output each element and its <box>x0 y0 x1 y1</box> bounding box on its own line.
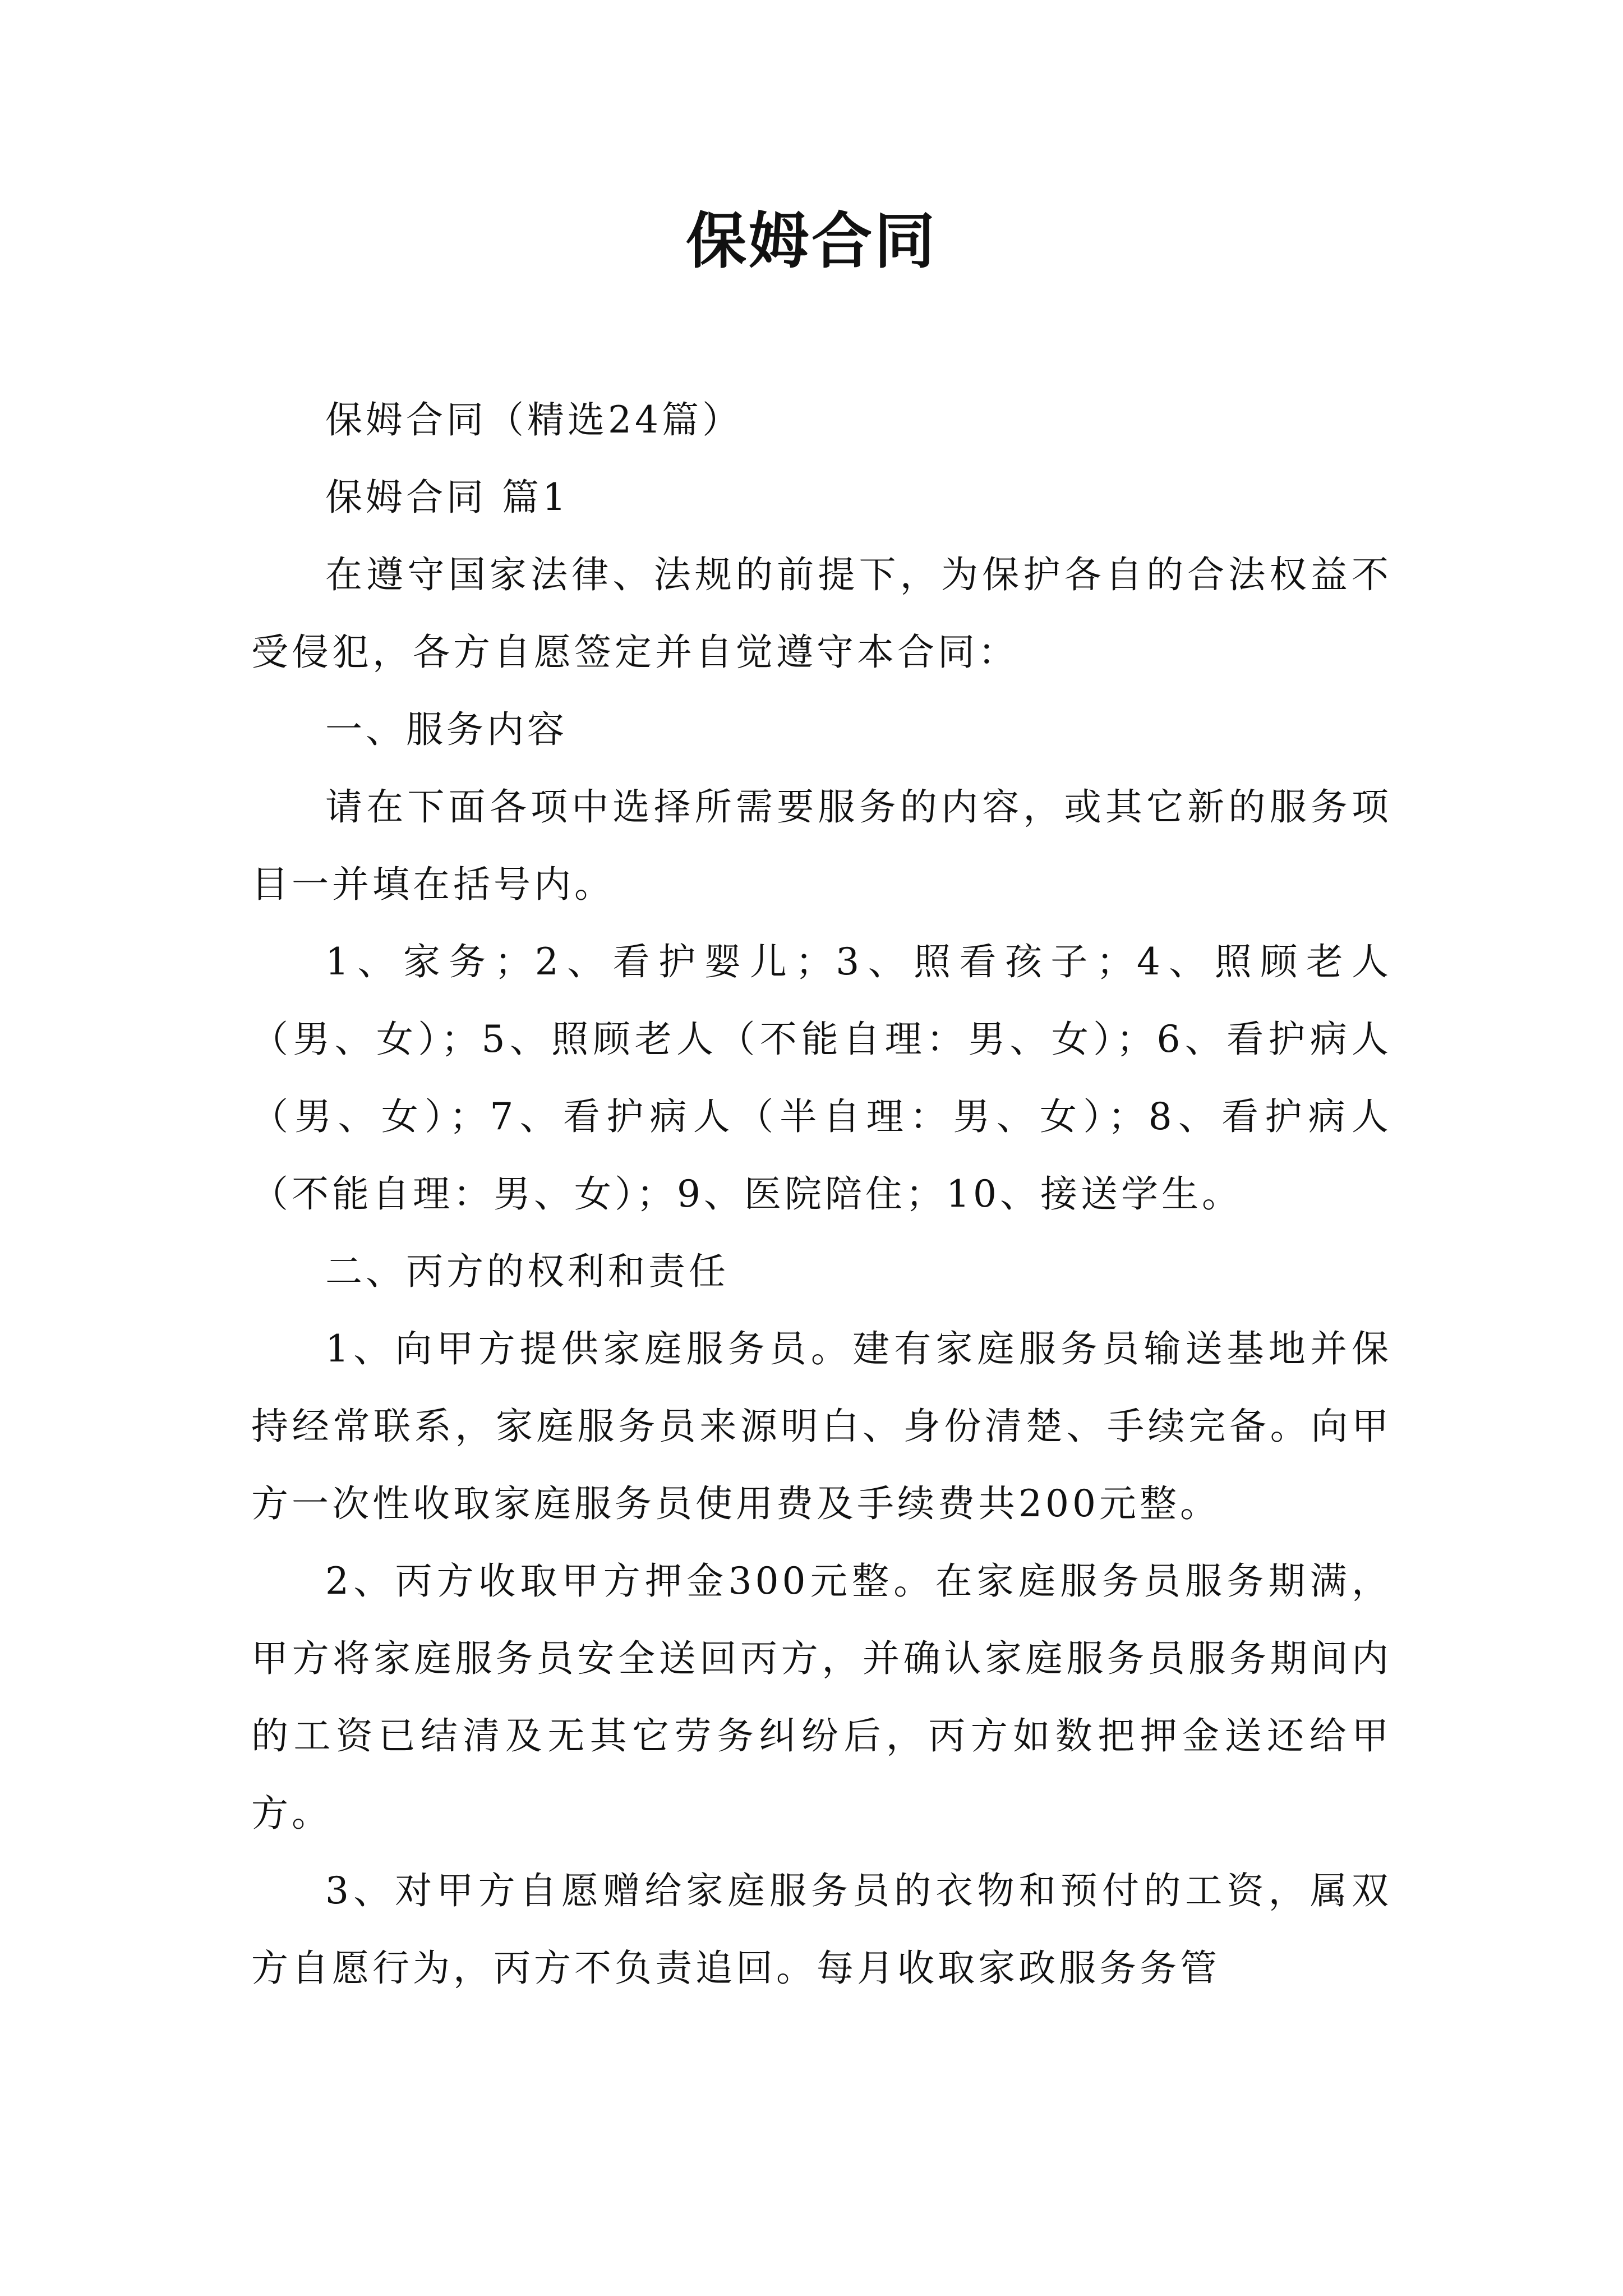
paragraph: 保姆合同 篇1 <box>325 476 569 519</box>
paragraph: 2、丙方收取甲方押金300元整。在家庭服务员服务期满，甲方将家庭服务员安全送回丙方，并确认家庭服务员服务期间内的工资已结清及无其它劳务纠纷后，丙方如数把押金送还给甲方。 <box>251 1559 1392 1835</box>
paragraph: 3、对甲方自愿赠给家庭服务员的衣物和预付的工资，属双方自愿行为，丙方不负责追回。每月收取家政服务务管 <box>251 1869 1392 1990</box>
paragraph: 请在下面各项中选择所需要服务的内容，或其它新的服务项目一并填在括号内。 <box>251 785 1392 906</box>
section-heading: 二、丙方的权利和责任 <box>325 1250 729 1293</box>
paragraph: 1、向甲方提供家庭服务员。建有家庭服务员输送基地并保持经常联系，家庭服务员来源明白、身份清楚、手续完备。向甲方一次性收取家庭服务员使用费及手续费共200元整。 <box>251 1327 1392 1525</box>
paragraph: 保姆合同（精选24篇） <box>325 398 743 441</box>
section-heading: 一、服务内容 <box>325 708 568 751</box>
paragraph: 在遵守国家法律、法规的前提下，为保护各自的合法权益不受侵犯，各方自愿签定并自觉遵守本合同： <box>251 553 1392 674</box>
document-body <box>251 381 1392 2007</box>
paragraph: 1、家务；2、看护婴儿；3、照看孩子；4、照顾老人（男、女）；5、照顾老人（不能自理：男、女）；6、看护病人（男、女）；7、看护病人（半自理：男、女）；8、看护病人（不能自理：男、女）；9、医院陪住；10、接送学生。 <box>251 940 1392 1216</box>
document-title: 保姆合同 <box>685 206 937 277</box>
